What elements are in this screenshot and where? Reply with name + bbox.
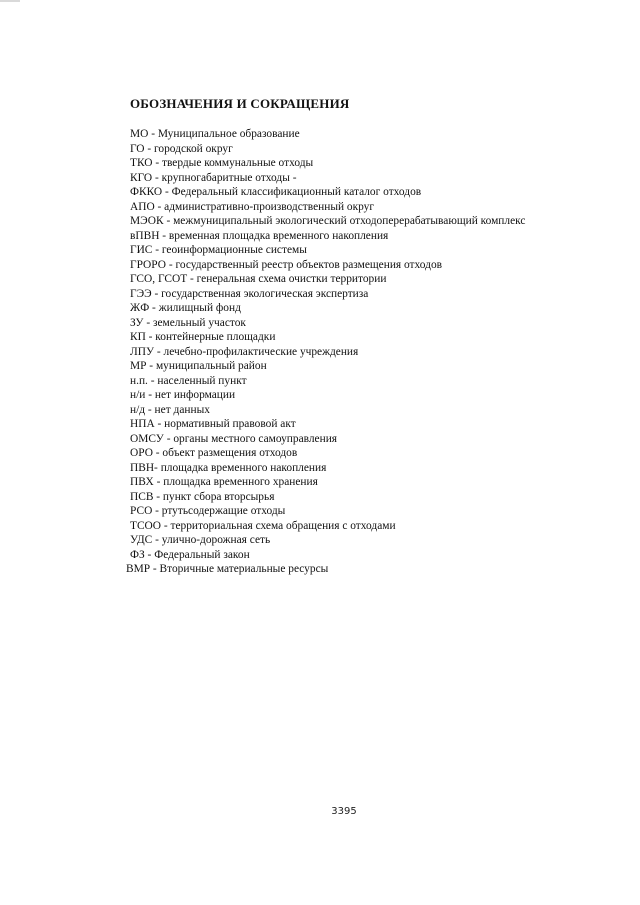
abbreviation-item: ВМР - Вторичные материальные ресурсы: [126, 563, 329, 575]
abbreviation-item: вПВН - временная площадка временного накопления: [130, 229, 389, 242]
abbreviation-item: УДС - улично-дорожная сеть: [130, 534, 271, 546]
abbreviation-item: ЗУ - земельный участок: [130, 316, 246, 329]
abbreviation-item: РСО - ртутьсодержащие отходы: [130, 505, 286, 517]
abbreviation-item: ГИС - геоинформационные системы: [130, 244, 307, 256]
abbreviation-item: ГРОРО - государственный реестр объектов размещения отходов: [130, 258, 443, 271]
abbreviation-item: ГЭЭ - государственная экологическая экспертиза: [130, 287, 369, 300]
page-number: 3395: [331, 806, 357, 817]
abbreviation-item: ТСОО - территориальная схема обращения с отходами: [130, 519, 396, 532]
abbreviation-item: ЖФ - жилищный фонд: [130, 302, 241, 314]
abbreviation-item: ОМСУ - органы местного самоуправления: [130, 432, 338, 445]
abbreviation-item: ТКО - твердые коммунальные отходы: [130, 157, 314, 169]
abbreviation-item: КП - контейнерные площадки: [130, 331, 276, 343]
abbreviation-item: КГО - крупногабаритные отходы -: [130, 171, 297, 184]
page-title: ОБОЗНАЧЕНИЯ И СОКРАЩЕНИЯ: [130, 96, 350, 111]
abbreviation-item: н/д - нет данных: [130, 403, 210, 416]
abbreviation-item: ГО - городской округ: [130, 142, 233, 155]
abbreviation-item: ГСО, ГСОТ - генеральная схема очистки территории: [130, 273, 387, 285]
abbreviation-item: ОРО - объект размещения отходов: [130, 447, 298, 459]
abbreviation-item: н/и - нет информации: [130, 389, 236, 401]
abbreviation-item: ЛПУ - лечебно-профилактические учреждения: [130, 345, 359, 358]
corner-mark: [0, 0, 20, 2]
abbreviation-item: ПВН- площадка временного накопления: [130, 461, 327, 474]
abbreviation-item: ПСВ - пункт сбора вторсырья: [130, 490, 275, 503]
abbreviation-item: н.п. - населенный пункт: [130, 374, 247, 387]
abbreviation-item: ПВХ - площадка временного хранения: [130, 476, 318, 488]
abbreviation-item: МЭОК - межмуниципальный экологический отходоперерабатывающий комплекс: [130, 215, 526, 227]
abbreviation-list: [126, 127, 526, 577]
abbreviation-item: МО - Муниципальное образование: [130, 128, 300, 140]
abbreviation-item: АПО - административно-производственный округ: [130, 200, 375, 213]
abbreviation-item: МР - муниципальный район: [130, 360, 267, 372]
abbreviation-item: ФЗ - Федеральный закон: [130, 548, 250, 561]
abbreviation-item: ФККО - Федеральный классификационный каталог отходов: [130, 186, 422, 198]
abbreviation-item: НПА - нормативный правовой акт: [130, 418, 296, 430]
